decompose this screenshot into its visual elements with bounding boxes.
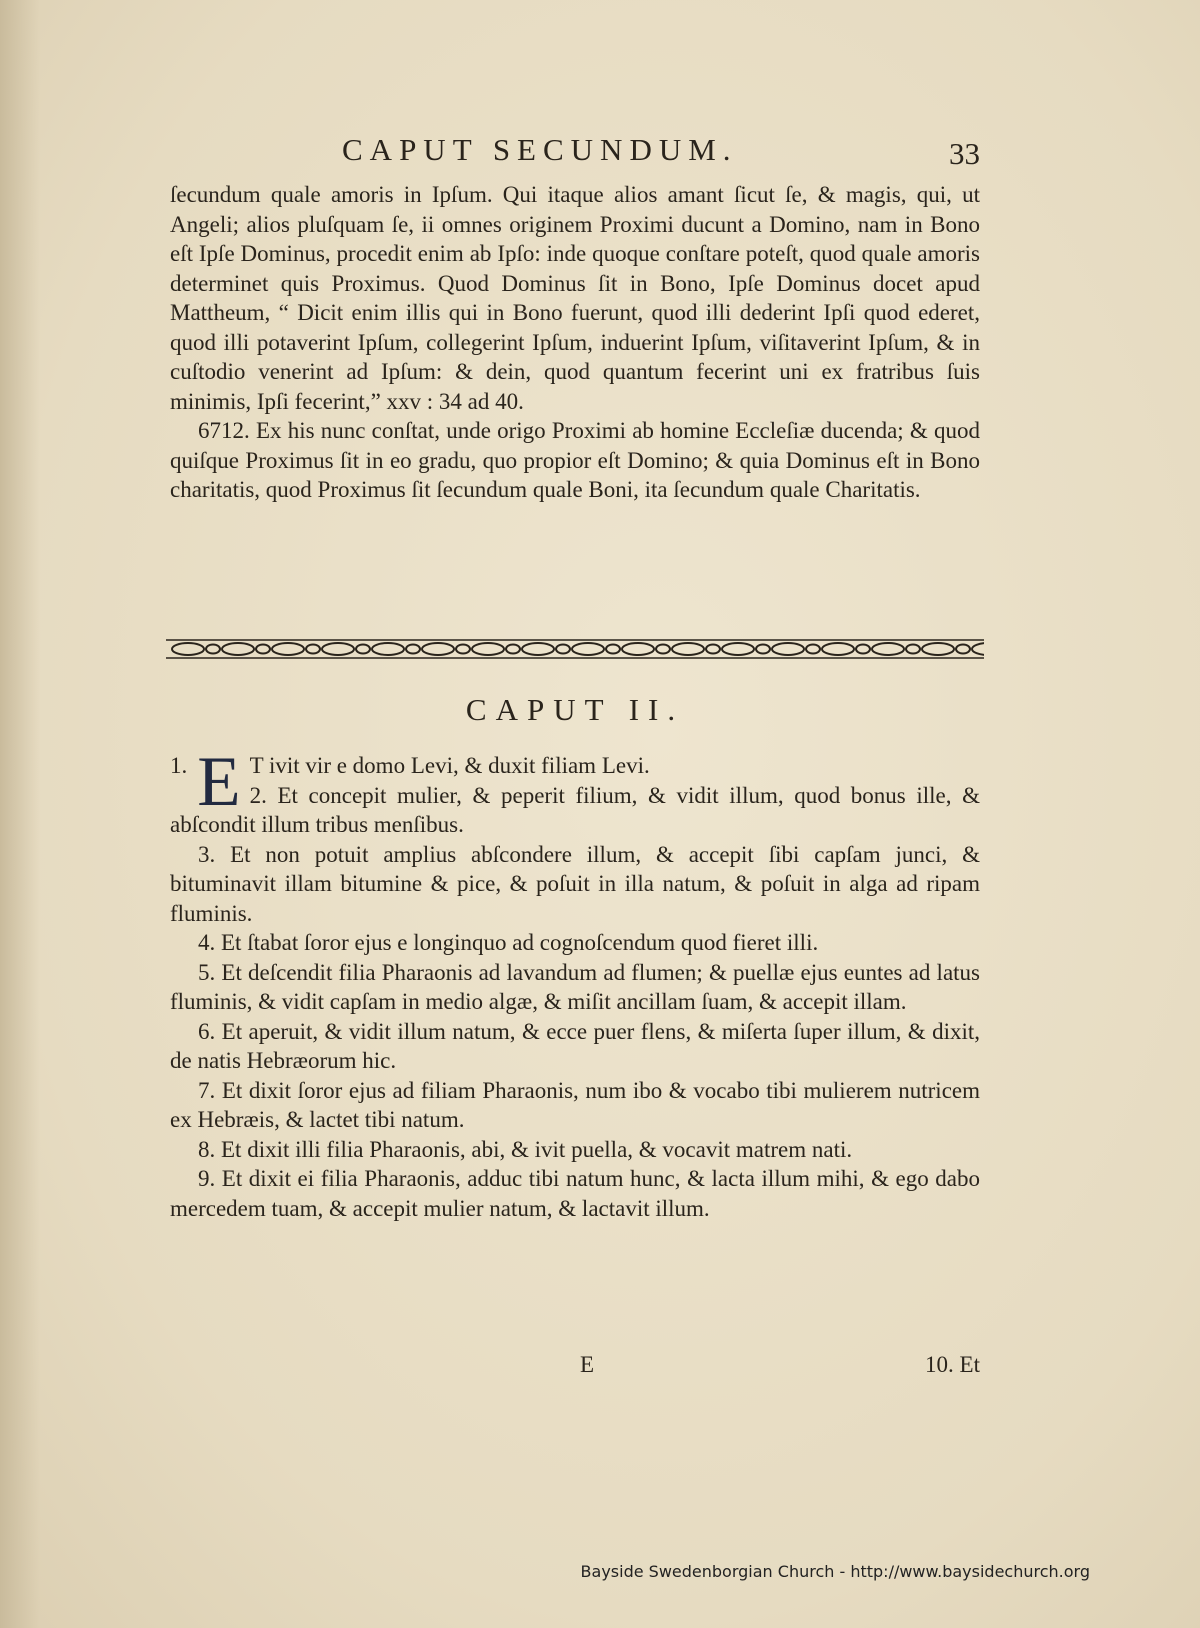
ornament-loop-small — [856, 645, 870, 654]
top-text-block — [170, 180, 980, 505]
ornament-loop-small — [656, 645, 670, 654]
verse-3: 3. Et non potuit amplius abſcondere illum, & accepit ſibi capſam junci, & bituminavit illam bitumine & pice, & poſuit in illa natum, & poſuit in alga ad ripam fluminis. — [170, 841, 980, 926]
page-number: 33 — [949, 136, 980, 171]
ornament-loop-large — [772, 643, 804, 655]
ornament-loop-large — [222, 643, 254, 655]
ornament-loop-small — [756, 645, 770, 654]
ornament-loop-large — [922, 643, 954, 655]
page-header — [170, 128, 980, 172]
ornament-loop-small — [606, 645, 620, 654]
ornament-loop-small — [706, 645, 720, 654]
ornament-loop-small — [356, 645, 370, 654]
verse-8: 8. Et dixit illi filia Pharaonis, abi, & ivit puella, & vocavit matrem nati. — [198, 1136, 853, 1162]
chapter-title: CAPUT II. — [465, 692, 685, 727]
page-footer — [170, 1352, 980, 1384]
ornament-loop-large — [572, 643, 604, 655]
verse-5: 5. Et deſcendit filia Pharaonis ad lavandum ad flumen; & puellæ ejus euntes ad latus fluminis, & vidit capſam in medio algæ, & miſit ancillam ſuam, & accepit illam. — [170, 959, 980, 1014]
verse-4: 4. Et ſtabat ſoror ejus e longinquo ad cognoſcendum quod fieret illi. — [198, 930, 819, 955]
ornament-loop-small — [306, 645, 320, 654]
ornament-loop-large — [172, 643, 204, 655]
ornament-loop-large — [822, 643, 854, 655]
verse-7: 7. Et dixit ſoror ejus ad filiam Pharaonis, num ibo & vocabo tibi mulierem nutricem ex Hebræis, & lactet tibi natum. — [170, 1077, 980, 1132]
ornament-loop-small — [206, 645, 220, 654]
ornament-loop-large — [622, 643, 654, 655]
verse-2: 2. Et concepit mulier, & peperit filium, & vidit illum, quod bonus ille, & abſcondit illum tribus menſibus. — [170, 782, 980, 837]
ornamental-divider — [166, 636, 984, 662]
ornament-loop-large — [422, 643, 454, 655]
ornament-loop-small — [406, 645, 420, 654]
ornament-loop-large — [272, 643, 304, 655]
ornament-loop-large — [472, 643, 504, 655]
watermark-text: Bayside Swedenborgian Church - http://www.baysidechurch.org — [580, 1562, 1090, 1581]
paragraph-continuation: ſecundum quale amoris in Ipſum. Qui itaque alios amant ſicut ſe, & magis, qui, ut Angeli; alios pluſquam ſe, ii omnes originem Proximi ducunt a Domino, nam in Bono eſt Ipſe Dominus, procedit enim ab Ipſo: inde quoque conſtare poteſt, quod quale amoris determinet quis Proximus. Quod Dominus ſit in Bono, Ipſe Dominus docet apud Mattheum, “ Dicit enim illis qui in Bono fuerunt, quod illi dederint Ipſi quod ederet, quod illi potaverint Ipſum, collegerint Ipſum, induerint Ipſum, viſitaverint Ipſum, & in cuſtodio venerint ad Ipſum: & dein, quod quantum fecerint uni ex fratribus ſuis minimis, Ipſi fecerint,” xxv : 34 ad 40. — [170, 182, 980, 414]
verse-9: 9. Et dixit ei filia Pharaonis, adduc tibi natum hunc, & lacta illum mihi, & ego dabo mercedem tuam, & accepit mulier natum, & lactavit illum. — [170, 1166, 980, 1221]
catchword: 10. Et — [925, 1352, 980, 1377]
ornament-loop-large — [872, 643, 904, 655]
drop-cap-letter: E — [197, 743, 241, 821]
ornament-loop-small — [806, 645, 820, 654]
ornament-loop-large — [722, 643, 754, 655]
paragraph-6712: 6712. Ex his nunc conſtat, unde origo Proximi ab homine Eccleſiæ ducenda; & quod quiſque Proximus ſit in eo gradu, quo propior eſt Domino; & quia Dominus eſt in Bono charitatis, quod Proximus ſit ſecundum quale Boni, ita ſecundum quale Charitatis. — [170, 418, 980, 502]
ornament-loop-small — [456, 645, 470, 654]
ornament-loop-large — [322, 643, 354, 655]
page-gutter-shadow — [0, 0, 40, 1628]
verses-block — [170, 743, 980, 1223]
ornament-loop-small — [256, 645, 270, 654]
verse-1-number: 1. — [170, 753, 188, 778]
ornament-loop-large — [372, 643, 404, 655]
ornament-loop-large — [522, 643, 554, 655]
verse-1-text: T ivit vir e domo Levi, & duxit filiam Levi. — [249, 753, 650, 778]
ornament-loop-large — [672, 643, 704, 655]
ornament-loop-small — [556, 645, 570, 654]
verse-6: 6. Et aperuit, & vidit illum natum, & ecce puer flens, & miſerta ſuper illum, & dixit, de natis Hebræorum hic. — [170, 1018, 980, 1073]
running-head: CAPUT SECUNDUM. — [342, 132, 738, 167]
ornament-loop-small — [506, 645, 520, 654]
signature-mark: E — [580, 1352, 595, 1377]
ornament-loop-small — [906, 645, 920, 654]
ornament-loop-large — [972, 643, 984, 655]
ornament-loop-small — [956, 645, 970, 654]
